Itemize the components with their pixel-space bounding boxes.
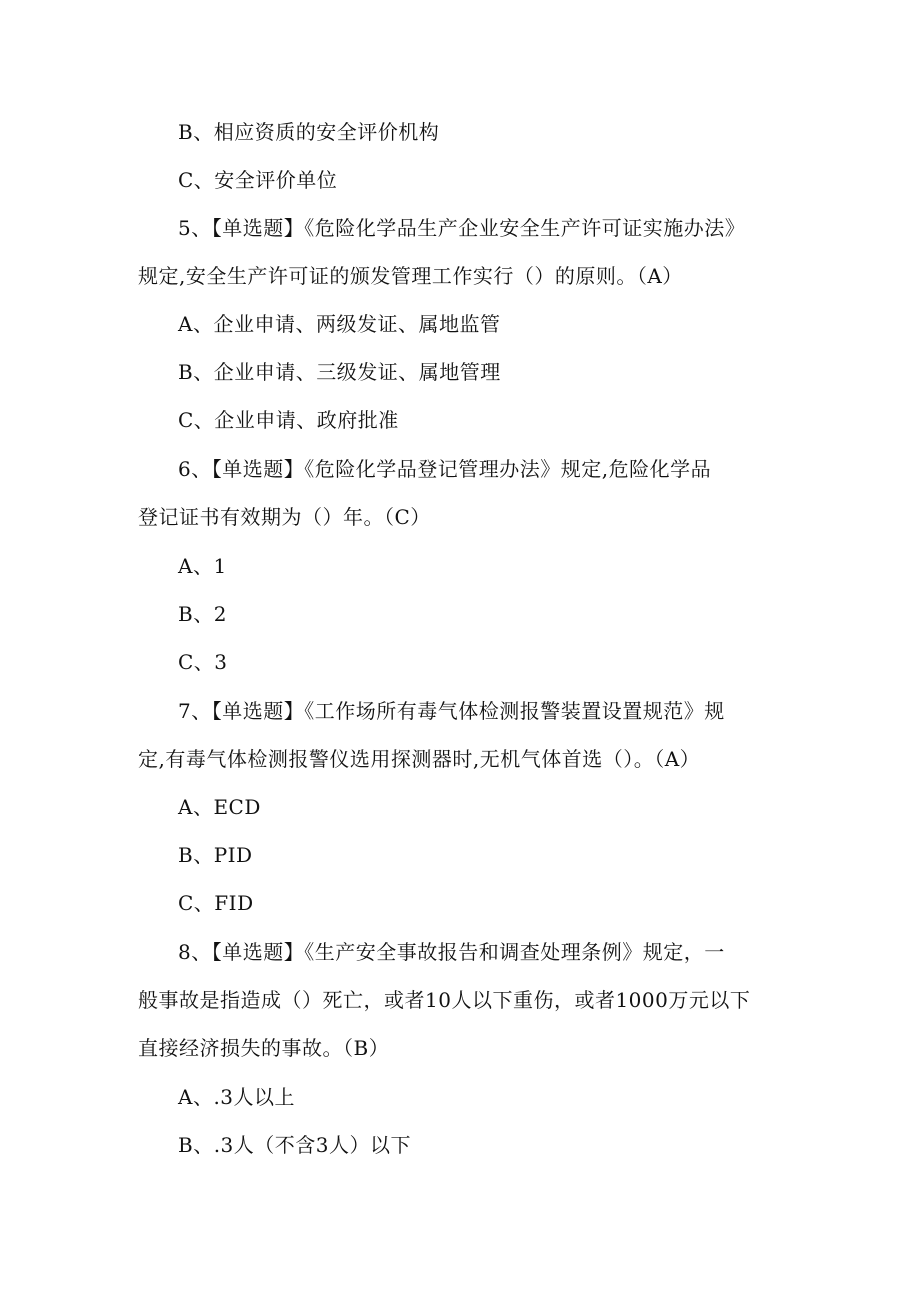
option-c-q6: C、3 — [178, 650, 228, 674]
option-b-q5: B、企业申请、三级发证、属地管理 — [178, 360, 501, 384]
option-b-q4: B、相应资质的安全评价机构 — [178, 120, 440, 144]
option-a-q5: A、企业申请、两级发证、属地监管 — [178, 312, 501, 336]
option-c-q4: C、安全评价单位 — [178, 168, 338, 192]
question-8: 8、【单选题】《生产安全事故报告和调查处理条例》规定，一 — [178, 940, 725, 964]
question-6-cont: 登记证书有效期为（）年。（C） — [138, 505, 431, 529]
option-b-q7: B、PID — [178, 843, 253, 867]
question-8-cont-1: 般事故是指造成（）死亡，或者10人以下重伤，或者1000万元以下 — [138, 988, 751, 1012]
option-a-q6: A、1 — [178, 554, 227, 578]
question-5-cont: 规定,安全生产许可证的颁发管理工作实行（）的原则。（A） — [138, 264, 683, 288]
option-a-q8: A、.3人以上 — [178, 1085, 296, 1109]
option-b-q6: B、2 — [178, 602, 227, 626]
question-6: 6、【单选题】《危险化学品登记管理办法》规定,危险化学品 — [178, 457, 712, 481]
option-c-q5: C、企业申请、政府批准 — [178, 408, 399, 432]
question-7-cont: 定,有毒气体检测报警仪选用探测器时,无机气体首选（）。（A） — [138, 747, 701, 771]
question-7: 7、【单选题】《工作场所有毒气体检测报警装置设置规范》规 — [178, 699, 725, 723]
option-b-q8: B、.3人（不含3人）以下 — [178, 1133, 412, 1157]
question-8-cont-2: 直接经济损失的事故。（B） — [138, 1036, 390, 1060]
question-5: 5、【单选题】《危险化学品生产企业安全生产许可证实施办法》 — [178, 216, 746, 240]
option-c-q7: C、FID — [178, 891, 254, 915]
option-a-q7: A、ECD — [178, 795, 261, 819]
